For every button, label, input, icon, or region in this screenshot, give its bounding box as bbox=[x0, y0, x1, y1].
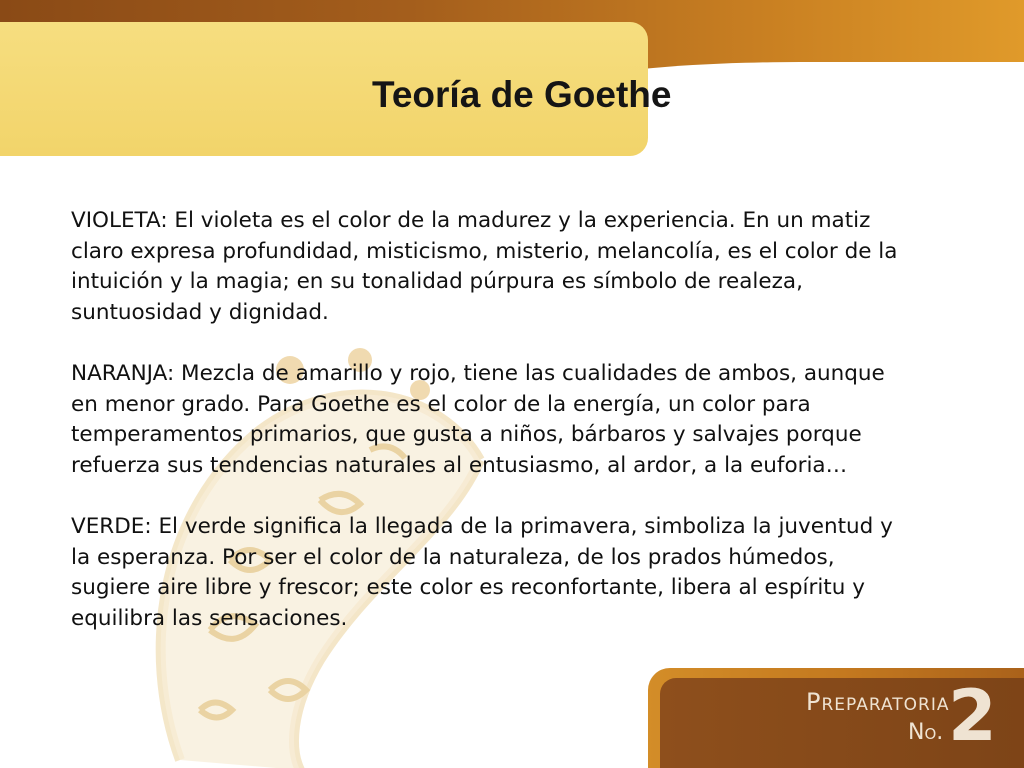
content-body bbox=[71, 206, 911, 665]
paragraph-verde: VERDE: El verde significa la llegada de la primavera, simboliza la juventud y la esperanza. Por ser el color de la naturaleza, de los prados húmedos, sugiere aire libre y frescor; este color es reconfortante, libera al espíritu y equilibra las sensaciones. bbox=[71, 513, 893, 631]
slide-title: Teoría de Goethe bbox=[372, 74, 672, 115]
logo-number: 2 bbox=[948, 675, 997, 757]
logo-line1: Preparatoria bbox=[806, 688, 950, 716]
paragraph-naranja: NARANJA: Mezcla de amarillo y rojo, tiene las cualidades de ambos, aunque en menor grado. Para Goethe es el color de la energía, un color para temperamentos primarios, que gusta a niños, bárbaros y salvajes porque refuerza sus tendencias naturales al entusiasmo, al ardor, a la euforia… bbox=[71, 360, 885, 478]
paragraph-violeta: VIOLETA: El violeta es el color de la madurez y la experiencia. En un matiz claro expresa profundidad, misticismo, misterio, melancolía, es el color de la intuición y la magia; en su tonalidad púrpura es símbolo de realeza, suntuosidad y dignidad. bbox=[71, 208, 898, 325]
logo-line2: No. bbox=[908, 720, 944, 745]
